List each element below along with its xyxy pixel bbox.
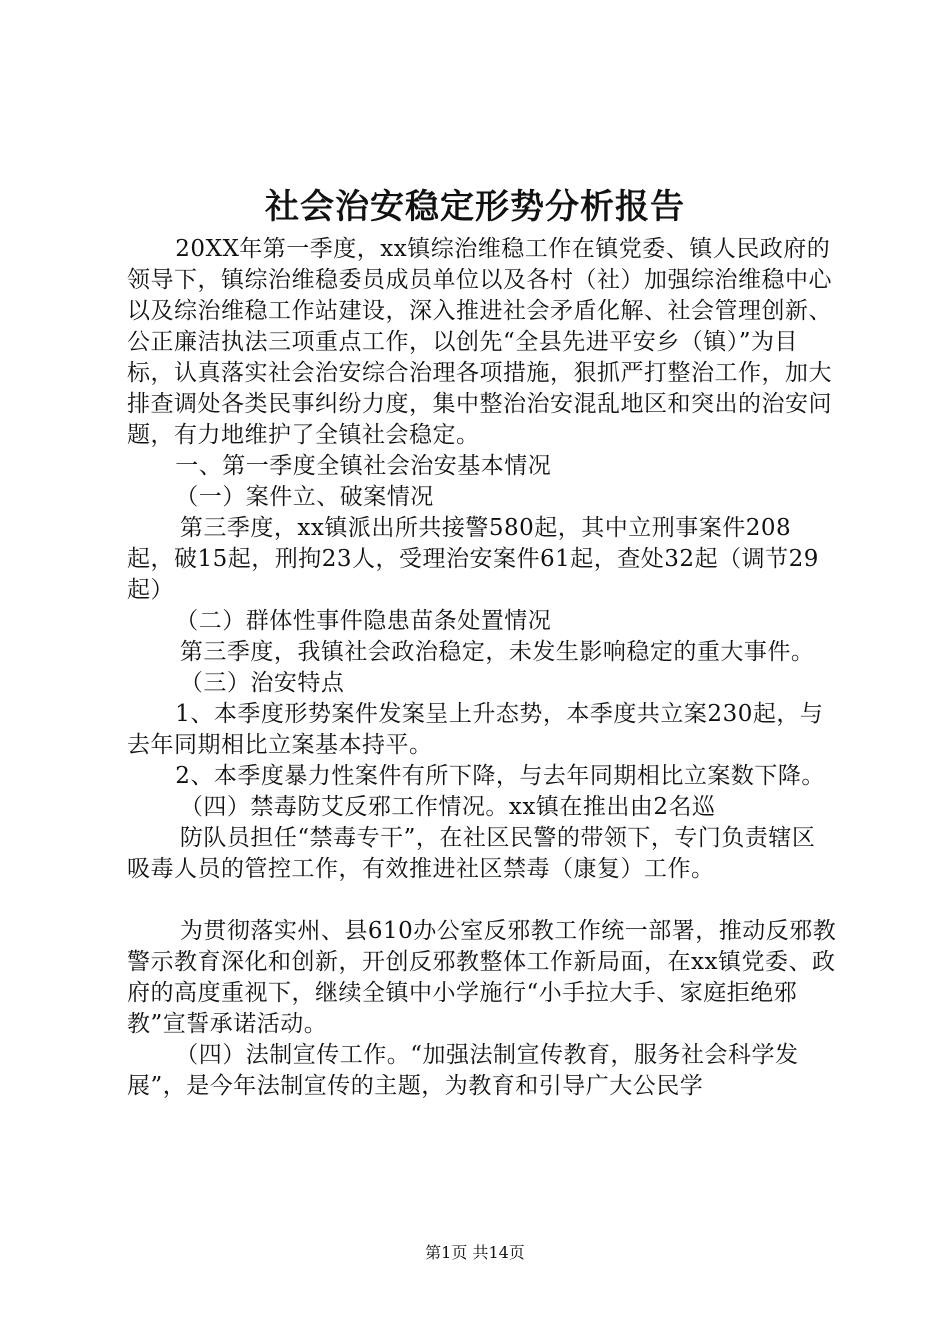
paragraph-anti-cult: 为贯彻落实州、县610办公室反邪教工作统一部署，推动反邪教警示教育深化和创新，开创反邪教整体工作新局面，在xx镇党委、政府的高度重视下，继续全镇中小学施行“小手拉大手、家庭拒绝邪教”宣誓承诺活动。 — [127, 918, 837, 1037]
subsection-heading-1: （一）案件立、破案情况 — [175, 484, 434, 510]
paragraph-spacer — [127, 885, 837, 916]
paragraph-stability: 第三季度，我镇社会政治稳定，未发生影响稳定的重大事件。 — [179, 639, 815, 665]
document-body — [127, 234, 837, 1102]
section-heading-1: 一、第一季度全镇社会治安基本情况 — [175, 453, 552, 479]
paragraph-point-2: 2、本季度暴力性案件有所下降，与去年同期相比立案数下降。 — [175, 763, 825, 789]
subsection-heading-2: （二）群体性事件隐患苗条处置情况 — [175, 608, 552, 634]
subsection-heading-4: （四）禁毒防艾反邪工作情况。xx镇在推出由2名巡 — [179, 794, 716, 820]
page-footer: 第1页 共14页 — [425, 1243, 525, 1262]
subsection-heading-3: （三）治安特点 — [179, 670, 345, 696]
paragraph-drug-control: 防队员担任“禁毒专干”，在社区民警的带领下，专门负责辖区吸毒人员的管控工作，有效推进社区禁毒（康复）工作。 — [127, 825, 816, 882]
paragraph-cases: 第三季度，xx镇派出所共接警580起，其中立刑事案件208起，破15起，刑拘23人，受理治安案件61起，查处32起（调节29起） — [127, 515, 819, 603]
paragraph-point-1: 1、本季度形势案件发案呈上升态势，本季度共立案230起，与去年同期相比立案基本持平。 — [127, 701, 824, 758]
paragraph-legal-publicity: （四）法制宣传工作。“加强法制宣传教育，服务社会科学发展”，是今年法制宣传的主题，为教育和引导广大公民学 — [127, 1042, 799, 1099]
document-title: 社会治安稳定形势分析报告 — [265, 187, 685, 227]
paragraph-intro: 20XX年第一季度，xx镇综治维稳工作在镇党委、镇人民政府的领导下，镇综治维稳委员成员单位以及各村（社）加强综治维稳中心以及综治维稳工作站建设，深入推进社会矛盾化解、社会管理创新、公正廉洁执法三项重点工作，以创先“全县先进平安乡（镇）”为目标，认真落实社会治安综合治理各项措施，狠抓严打整治工作，加大排查调处各类民事纠纷力度，集中整治治安混乱地区和突出的治安问题，有力地维护了全镇社会稳定。 — [127, 236, 832, 448]
